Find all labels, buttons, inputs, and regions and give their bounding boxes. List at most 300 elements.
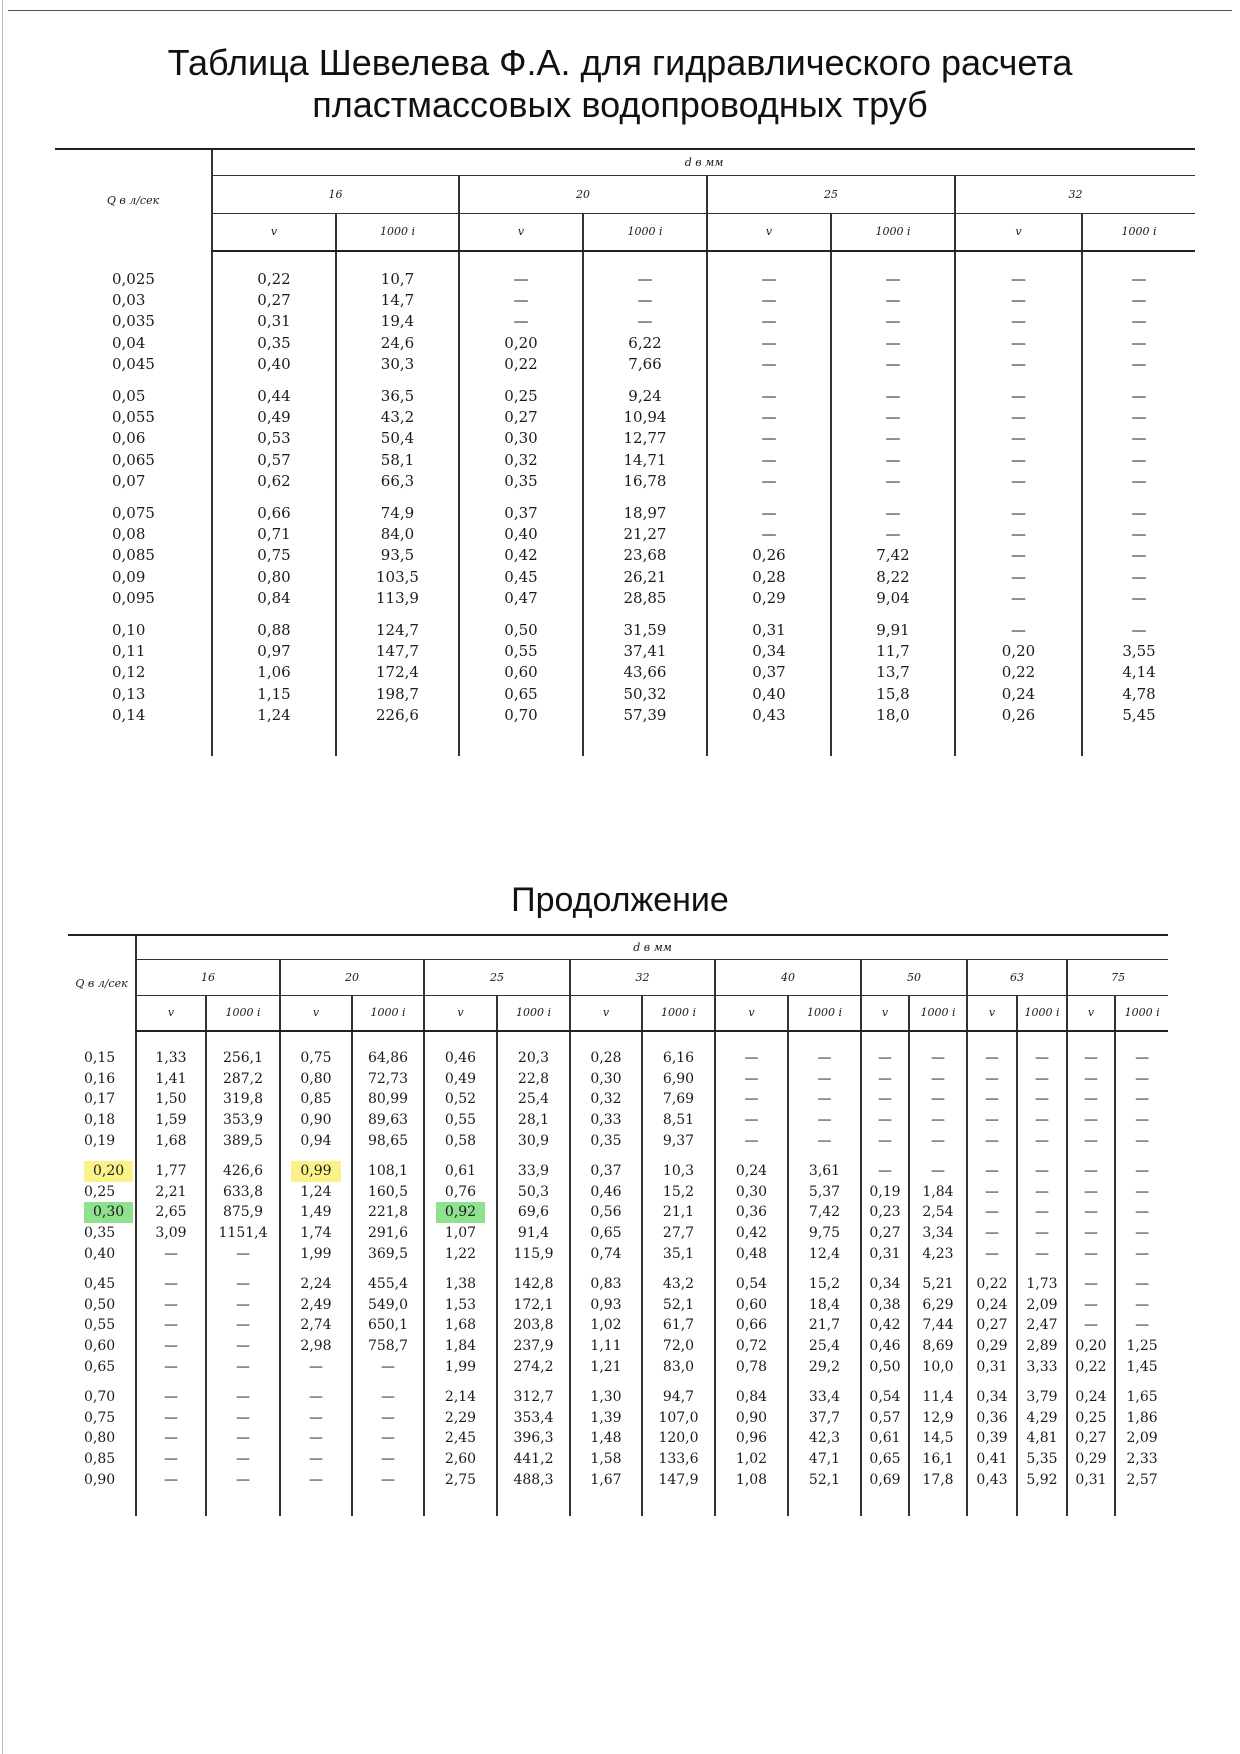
velocity-cell <box>570 1387 642 1408</box>
velocity-header: v <box>136 995 206 1031</box>
cell-text: 0,37 <box>504 503 538 522</box>
cell-text: 4,81 <box>1026 1430 1058 1447</box>
cell-text: — <box>761 524 777 543</box>
head-loss-cell <box>1017 1315 1067 1336</box>
cell-text: 107,0 <box>658 1409 699 1426</box>
flow-rate-cell <box>68 1048 136 1069</box>
velocity-cell <box>707 354 831 375</box>
cell-text: 1,24 <box>300 1183 332 1200</box>
cell-text: — <box>1135 1070 1150 1087</box>
velocity-cell <box>459 662 583 683</box>
velocity-cell <box>707 289 831 310</box>
head-loss-cell <box>352 1130 424 1151</box>
velocity-cell <box>955 471 1082 492</box>
cell-text: 12,9 <box>922 1409 954 1426</box>
cell-text: 2,45 <box>444 1430 477 1447</box>
cell-text: 0,19 <box>84 1132 116 1149</box>
head-loss-cell <box>642 1336 715 1357</box>
velocity-cell <box>212 289 336 310</box>
cell-text: — <box>761 333 777 352</box>
cell-text: — <box>236 1450 250 1467</box>
head-loss-cell <box>831 640 955 661</box>
velocity-cell <box>570 1223 642 1244</box>
cell-text: 0,04 <box>112 333 146 352</box>
head-loss-cell <box>788 1130 861 1151</box>
head-loss-cell <box>336 268 459 289</box>
hydraulic-table-continuation <box>68 934 1168 1516</box>
velocity-cell <box>967 1110 1017 1131</box>
velocity-cell <box>424 1469 497 1490</box>
cell-text: — <box>1135 1317 1150 1334</box>
cell-text: 2,74 <box>300 1317 332 1334</box>
cell-text: 0,22 <box>1001 663 1036 682</box>
cell-text: 3,34 <box>922 1225 954 1242</box>
cell-text: 1,39 <box>590 1409 622 1426</box>
group-gap <box>55 492 1195 502</box>
group-gap <box>55 609 1195 619</box>
velocity-cell <box>861 1048 909 1069</box>
table-row <box>68 1182 1168 1203</box>
cell-text: 0,40 <box>504 524 538 543</box>
flow-rate-cell <box>55 289 212 310</box>
cell-text: 1,07 <box>444 1225 477 1242</box>
hydraulic-table-main <box>55 148 1195 756</box>
page-top-rule <box>8 10 1232 11</box>
cell-text: 0,65 <box>869 1450 901 1467</box>
velocity-cell <box>136 1202 206 1223</box>
cell-text: 0,25 <box>504 386 538 405</box>
cell-text: — <box>1035 1245 1049 1262</box>
velocity-cell <box>212 704 336 725</box>
cell-text: 274,2 <box>513 1358 554 1375</box>
velocity-cell <box>955 545 1082 566</box>
cell-text: 30,3 <box>380 355 415 374</box>
cell-text: 2,09 <box>1026 1296 1058 1313</box>
cell-text: — <box>1131 291 1147 310</box>
velocity-cell <box>715 1048 788 1069</box>
cell-text: — <box>1131 472 1147 491</box>
cell-text: 0,69 <box>869 1471 901 1488</box>
cell-text: — <box>381 1430 395 1447</box>
head-loss-cell <box>642 1274 715 1295</box>
cell-text: 120,0 <box>658 1430 699 1447</box>
velocity-cell <box>212 587 336 608</box>
head-loss-cell <box>788 1274 861 1295</box>
head-loss-cell <box>583 704 707 725</box>
velocity-cell <box>1067 1356 1115 1377</box>
table-row <box>55 449 1195 470</box>
head-loss-header: 1000 i <box>642 995 715 1031</box>
velocity-cell <box>967 1161 1017 1182</box>
cell-text: 0,92 <box>436 1202 485 1223</box>
cell-text: 0,99 <box>291 1161 340 1182</box>
cell-text: 1,77 <box>155 1163 187 1180</box>
velocity-cell <box>459 268 583 289</box>
head-loss-cell <box>336 449 459 470</box>
cell-text: — <box>1035 1112 1049 1129</box>
cell-text: 2,54 <box>922 1204 954 1221</box>
cell-text: 0,34 <box>869 1276 901 1293</box>
cell-text: 1,48 <box>590 1430 622 1447</box>
cell-text: — <box>761 429 777 448</box>
velocity-cell <box>136 1048 206 1069</box>
velocity-header: v <box>212 213 336 251</box>
table-row <box>55 332 1195 353</box>
head-loss-cell <box>352 1408 424 1429</box>
head-loss-cell <box>1082 523 1195 544</box>
cell-text: 0,17 <box>84 1091 116 1108</box>
cell-text: 0,35 <box>84 1225 116 1242</box>
velocity-cell <box>136 1449 206 1470</box>
head-loss-cell <box>336 587 459 608</box>
head-loss-cell <box>583 449 707 470</box>
flow-rate-cell <box>55 640 212 661</box>
head-loss-cell <box>831 289 955 310</box>
cell-text: 31,59 <box>623 620 667 639</box>
cell-text: 0,43 <box>976 1471 1008 1488</box>
head-loss-header: 1000 i <box>1115 995 1168 1031</box>
cell-text: 0,45 <box>84 1276 116 1293</box>
velocity-cell <box>967 1428 1017 1449</box>
velocity-cell <box>861 1089 909 1110</box>
body-bottom-spacer <box>55 726 1195 756</box>
flow-rate-cell <box>55 354 212 375</box>
cell-text: 0,72 <box>735 1338 768 1355</box>
cell-text: 142,8 <box>513 1276 554 1293</box>
cell-text: — <box>1084 1163 1098 1180</box>
velocity-cell <box>136 1428 206 1449</box>
d-header: d в мм <box>136 935 1168 959</box>
table-row <box>68 1315 1168 1336</box>
cell-text: 0,40 <box>257 355 291 374</box>
head-loss-cell <box>352 1048 424 1069</box>
cell-text: 0,85 <box>300 1091 332 1108</box>
cell-text: 172,4 <box>376 663 419 682</box>
cell-text: 15,8 <box>876 684 910 703</box>
cell-text: — <box>1135 1245 1150 1262</box>
cell-text: 0,38 <box>869 1296 901 1313</box>
cell-text: 11,7 <box>876 641 910 660</box>
cell-text: 52,1 <box>808 1471 841 1488</box>
cell-text: 0,60 <box>735 1296 768 1313</box>
head-loss-cell <box>1115 1130 1168 1151</box>
cell-text: 24,6 <box>380 333 415 352</box>
velocity-cell <box>570 1069 642 1090</box>
head-loss-cell <box>1115 1048 1168 1069</box>
cell-text: — <box>164 1276 178 1293</box>
cell-text: — <box>817 1132 832 1149</box>
cell-text: — <box>1135 1204 1150 1221</box>
head-loss-cell <box>1017 1449 1067 1470</box>
cell-text: 0,97 <box>257 641 291 660</box>
velocity-cell <box>861 1387 909 1408</box>
cell-text: 2,49 <box>300 1296 332 1313</box>
velocity-cell <box>136 1315 206 1336</box>
velocity-cell <box>1067 1069 1115 1090</box>
table-row <box>55 683 1195 704</box>
table-row <box>68 1408 1168 1429</box>
head-loss-cell <box>642 1243 715 1264</box>
cell-text: 8,22 <box>876 567 910 586</box>
table-row <box>68 1243 1168 1264</box>
cell-text: — <box>878 1091 892 1108</box>
page-title <box>0 42 1240 126</box>
head-loss-cell <box>831 587 955 608</box>
cell-text: 18,97 <box>623 503 667 522</box>
cell-text: 4,78 <box>1122 684 1156 703</box>
velocity-cell <box>861 1315 909 1336</box>
head-loss-cell <box>352 1243 424 1264</box>
velocity-cell <box>861 1428 909 1449</box>
head-loss-cell <box>788 1161 861 1182</box>
cell-text: — <box>985 1163 999 1180</box>
cell-text: 1,53 <box>444 1296 477 1313</box>
table-row <box>68 1161 1168 1182</box>
cell-text: 0,09 <box>112 567 146 586</box>
head-loss-cell <box>583 523 707 544</box>
cell-text: 8,69 <box>922 1338 954 1355</box>
cell-text: 89,63 <box>367 1112 409 1129</box>
head-loss-header: 1000 i <box>583 213 707 251</box>
cell-text: — <box>931 1163 945 1180</box>
cell-text: — <box>164 1358 178 1375</box>
cell-text: — <box>761 472 777 491</box>
flow-rate-cell <box>68 1243 136 1264</box>
velocity-cell <box>570 1336 642 1357</box>
head-loss-cell <box>583 354 707 375</box>
velocity-cell <box>280 1469 352 1490</box>
velocity-cell <box>715 1356 788 1377</box>
continuation-title: Продолжение <box>511 881 729 919</box>
cell-text: — <box>761 503 777 522</box>
velocity-cell <box>212 619 336 640</box>
head-loss-cell <box>642 1449 715 1470</box>
head-loss-cell <box>909 1356 967 1377</box>
cell-text: 2,29 <box>444 1409 477 1426</box>
cell-text: 198,7 <box>376 684 419 703</box>
cell-text: 0,025 <box>112 269 155 288</box>
velocity-cell <box>955 289 1082 310</box>
head-loss-cell <box>1082 428 1195 449</box>
cell-text: — <box>1131 524 1147 543</box>
cell-text: 74,9 <box>380 503 415 522</box>
cell-text: — <box>761 312 777 331</box>
cell-text: 16,1 <box>922 1450 954 1467</box>
velocity-cell <box>1067 1130 1115 1151</box>
cell-text: — <box>309 1358 323 1375</box>
cell-text: — <box>164 1450 178 1467</box>
velocity-cell <box>715 1202 788 1223</box>
cell-text: 3,61 <box>808 1163 841 1180</box>
cell-text: 26,21 <box>623 567 667 586</box>
cell-text: 0,08 <box>112 524 146 543</box>
velocity-cell <box>280 1387 352 1408</box>
velocity-cell <box>715 1449 788 1470</box>
table-continuation-body <box>68 1031 1168 1516</box>
velocity-cell <box>955 502 1082 523</box>
head-loss-cell <box>206 1336 280 1357</box>
velocity-cell <box>570 1110 642 1131</box>
cell-text: 0,06 <box>112 429 146 448</box>
head-loss-cell <box>336 332 459 353</box>
head-loss-cell <box>1082 545 1195 566</box>
cell-text: 1,50 <box>155 1091 187 1108</box>
head-loss-cell <box>583 385 707 406</box>
head-loss-cell <box>909 1295 967 1316</box>
cell-text: — <box>236 1296 250 1313</box>
flow-rate-cell <box>55 523 212 544</box>
cell-text: — <box>1135 1225 1150 1242</box>
velocity-cell <box>424 1182 497 1203</box>
cell-text: 147,9 <box>658 1471 699 1488</box>
cell-text: 875,9 <box>222 1204 264 1221</box>
cell-text: — <box>164 1430 178 1447</box>
head-loss-cell <box>1115 1089 1168 1110</box>
cell-text: 0,60 <box>504 663 538 682</box>
head-loss-cell <box>909 1449 967 1470</box>
cell-text: 0,50 <box>504 620 538 639</box>
cell-text: 15,2 <box>808 1276 841 1293</box>
velocity-cell <box>424 1295 497 1316</box>
head-loss-cell <box>1082 640 1195 661</box>
velocity-cell <box>715 1315 788 1336</box>
cell-text: 0,46 <box>869 1338 901 1355</box>
velocity-cell <box>967 1243 1017 1264</box>
cell-text: 1,11 <box>590 1338 622 1355</box>
velocity-cell <box>707 428 831 449</box>
head-loss-cell <box>642 1469 715 1490</box>
cell-text: 0,16 <box>84 1070 116 1087</box>
head-loss-cell <box>1082 502 1195 523</box>
cell-text: — <box>885 355 901 374</box>
head-loss-cell <box>352 1295 424 1316</box>
cell-text: — <box>1084 1050 1098 1067</box>
head-loss-cell <box>206 1469 280 1490</box>
flow-rate-cell <box>68 1315 136 1336</box>
cell-text: 0,65 <box>504 684 538 703</box>
cell-text: 160,5 <box>367 1183 409 1200</box>
velocity-cell <box>459 545 583 566</box>
velocity-cell <box>136 1069 206 1090</box>
velocity-cell <box>967 1336 1017 1357</box>
cell-text: 0,35 <box>257 333 291 352</box>
cell-text: 0,42 <box>504 546 538 565</box>
cell-text: — <box>885 312 901 331</box>
cell-text: — <box>236 1471 250 1488</box>
cell-text: — <box>744 1091 759 1108</box>
cell-text: — <box>1084 1112 1098 1129</box>
head-loss-cell <box>583 428 707 449</box>
head-loss-cell <box>642 1069 715 1090</box>
cell-text: 80,99 <box>367 1091 409 1108</box>
head-loss-cell <box>909 1315 967 1336</box>
head-loss-cell <box>909 1130 967 1151</box>
head-loss-cell <box>336 704 459 725</box>
cell-text: 43,2 <box>662 1276 695 1293</box>
velocity-header: v <box>707 213 831 251</box>
velocity-cell <box>707 545 831 566</box>
flow-rate-cell <box>68 1295 136 1316</box>
cell-text: — <box>1084 1276 1098 1293</box>
cell-text: 0,76 <box>444 1183 477 1200</box>
cell-text: 0,19 <box>869 1183 901 1200</box>
cell-text: 0,26 <box>1001 706 1036 725</box>
head-loss-cell <box>206 1243 280 1264</box>
velocity-cell <box>424 1315 497 1336</box>
flow-rate-cell <box>55 385 212 406</box>
diameter-header: 20 <box>459 175 707 213</box>
table-row <box>68 1048 1168 1069</box>
velocity-cell <box>570 1449 642 1470</box>
cell-text: 0,26 <box>752 546 786 565</box>
page-left-edge <box>2 0 3 1754</box>
head-loss-cell <box>336 428 459 449</box>
cell-text: 0,27 <box>1075 1430 1107 1447</box>
head-loss-cell <box>336 385 459 406</box>
cell-text: 0,60 <box>84 1338 116 1355</box>
cell-text: — <box>761 269 777 288</box>
head-loss-cell <box>206 1408 280 1429</box>
head-loss-cell <box>831 406 955 427</box>
head-loss-cell <box>1082 385 1195 406</box>
cell-text: 21,27 <box>623 524 667 543</box>
cell-text: — <box>817 1112 832 1129</box>
cell-text: 7,66 <box>628 355 662 374</box>
cell-text: 221,8 <box>367 1204 409 1221</box>
cell-text: 0,27 <box>257 291 291 310</box>
cell-text: 1,58 <box>590 1450 622 1467</box>
velocity-cell <box>136 1274 206 1295</box>
cell-text: 1,02 <box>590 1317 622 1334</box>
cell-text: 0,84 <box>735 1389 768 1406</box>
cell-text: 6,16 <box>662 1050 695 1067</box>
cell-text: 10,94 <box>623 408 667 427</box>
head-loss-cell <box>1115 1449 1168 1470</box>
cell-text: 0,18 <box>84 1112 116 1129</box>
cell-text: — <box>381 1450 395 1467</box>
cell-text: 9,75 <box>808 1225 841 1242</box>
table-row <box>68 1428 1168 1449</box>
cell-text: 3,09 <box>155 1225 187 1242</box>
cell-text: 0,36 <box>735 1204 768 1221</box>
cell-text: 5,35 <box>1026 1450 1058 1467</box>
velocity-cell <box>136 1243 206 1264</box>
table-row <box>55 471 1195 492</box>
flow-rate-cell <box>55 619 212 640</box>
cell-text: — <box>1135 1132 1150 1149</box>
head-loss-header: 1000 i <box>336 213 459 251</box>
head-loss-cell <box>1082 354 1195 375</box>
velocity-cell <box>212 268 336 289</box>
head-loss-cell <box>336 683 459 704</box>
velocity-cell <box>707 471 831 492</box>
head-loss-cell <box>1115 1110 1168 1131</box>
cell-text: 203,8 <box>513 1317 554 1334</box>
cell-text: 50,4 <box>380 429 415 448</box>
cell-text: — <box>1035 1091 1049 1108</box>
cell-text: 0,80 <box>257 567 291 586</box>
head-loss-cell <box>497 1130 570 1151</box>
head-loss-cell <box>497 1315 570 1336</box>
cell-text: — <box>637 291 653 310</box>
cell-text: 0,85 <box>84 1450 116 1467</box>
cell-text: 0,55 <box>84 1317 116 1334</box>
head-loss-cell <box>788 1387 861 1408</box>
head-loss-cell <box>1017 1223 1067 1244</box>
cell-text: — <box>1011 291 1026 310</box>
velocity-cell <box>459 354 583 375</box>
velocity-cell <box>570 1428 642 1449</box>
